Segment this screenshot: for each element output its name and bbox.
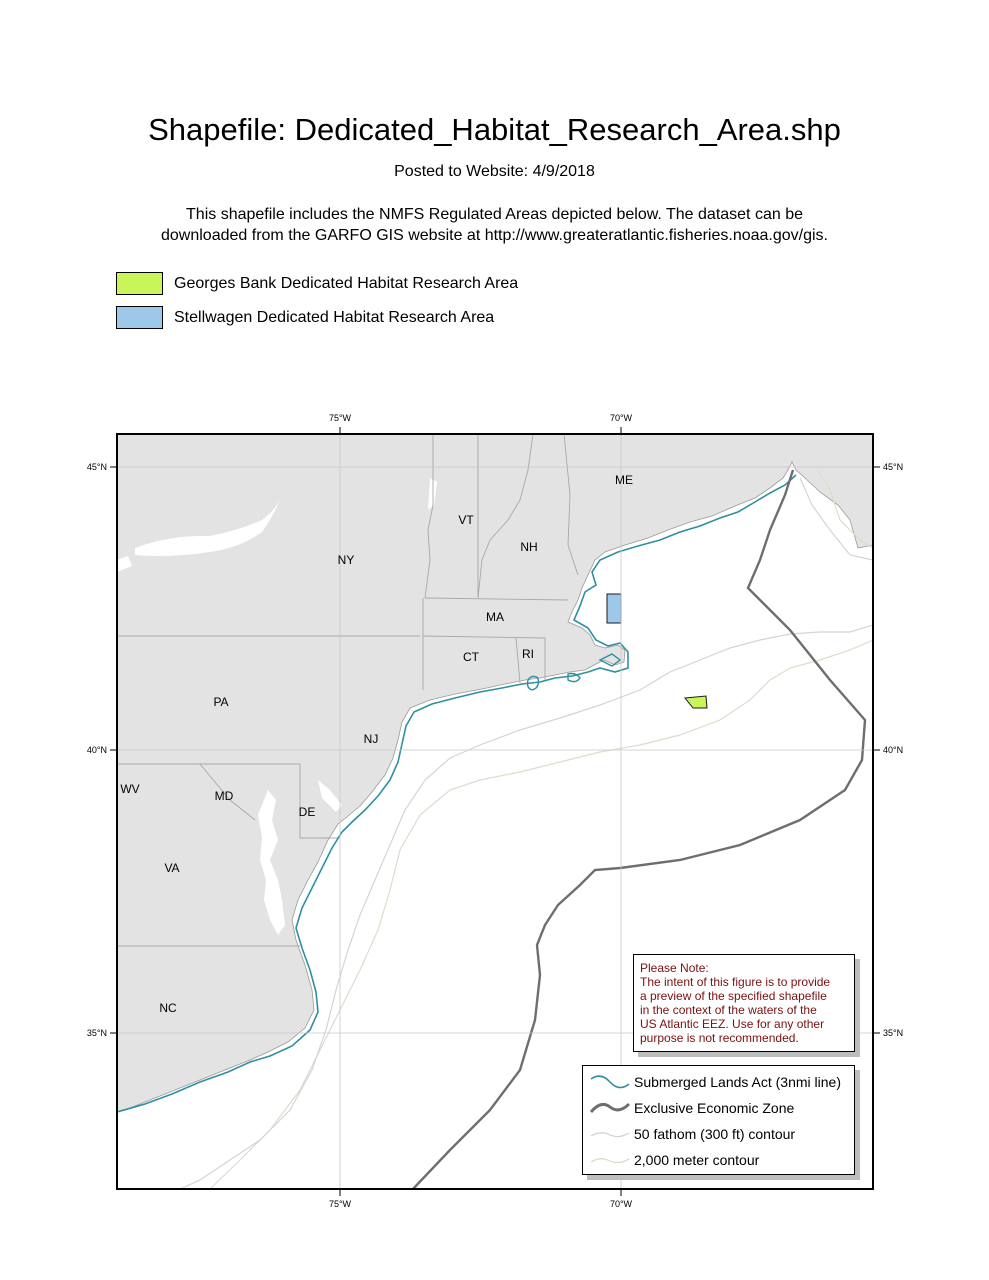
lon-label-top-75: 75°W xyxy=(328,413,352,423)
state-label-nh: NH xyxy=(520,540,538,554)
page-title: Shapefile: Dedicated_Habitat_Research_Area.shp xyxy=(148,112,841,147)
state-label-me: ME xyxy=(615,473,633,487)
legend-item-eez xyxy=(583,1098,854,1118)
note-line-5: purpose is not recommended. xyxy=(640,1031,799,1045)
description-line-2: downloaded from the GARFO GIS website at http://www.greateratlantic.fisheries.noaa.gov/gis. xyxy=(161,227,828,244)
state-label-ny: NY xyxy=(337,553,355,567)
state-label-ri: RI xyxy=(522,647,534,661)
lon-label-bottom-75: 75°W xyxy=(328,1199,352,1209)
description-line-1: This shapefile includes the NMFS Regulated Areas depicted below. The dataset can be xyxy=(186,206,803,223)
lat-label-left-40: 40°N xyxy=(86,745,107,755)
legend-item-50-fathom xyxy=(583,1124,854,1144)
note-line-1: The intent of this figure is to provide xyxy=(640,975,831,989)
lat-label-left-45: 45°N xyxy=(86,462,107,472)
state-label-wv: WV xyxy=(120,782,140,796)
state-label-pa: PA xyxy=(213,695,229,709)
legend-label-2000m: 2,000 meter contour xyxy=(634,1152,760,1168)
note-line-4: US Atlantic EEZ. Use for any other xyxy=(640,1017,825,1031)
state-label-de: DE xyxy=(298,805,316,819)
note-heading: Please Note: xyxy=(640,961,709,975)
lon-label-bottom-70: 70°W xyxy=(609,1199,633,1209)
teal-wave-line-icon xyxy=(589,1072,631,1092)
lat-label-left-35: 35°N xyxy=(86,1028,107,1038)
lat-label-right-35: 35°N xyxy=(883,1028,904,1038)
state-label-md: MD xyxy=(214,789,234,803)
lat-label-right-40: 40°N xyxy=(883,745,904,755)
state-label-vt: VT xyxy=(458,513,474,527)
legend-label-georges-bank: Georges Bank Dedicated Habitat Research Area xyxy=(174,275,519,292)
georges-bank-area xyxy=(685,696,707,708)
state-label-ma: MA xyxy=(486,610,504,624)
lon-label-top-70: 70°W xyxy=(609,413,633,423)
state-label-nj: NJ xyxy=(363,732,379,746)
please-note-box xyxy=(633,954,855,1052)
legend-label-stellwagen: Stellwagen Dedicated Habitat Research Area xyxy=(174,309,495,326)
state-label-va: VA xyxy=(164,861,180,875)
legend-label-sla: Submerged Lands Act (3nmi line) xyxy=(634,1074,841,1090)
note-line-3: in the context of the waters of the xyxy=(640,1003,817,1017)
stellwagen-area xyxy=(607,594,621,623)
map-legend xyxy=(582,1065,855,1175)
legend-label-eez: Exclusive Economic Zone xyxy=(634,1100,795,1116)
state-label-ct: CT xyxy=(463,650,479,664)
legend-label-50-fathom: 50 fathom (300 ft) contour xyxy=(634,1126,796,1142)
light-gray-wave-line-icon xyxy=(589,1124,631,1144)
legend-item-sla xyxy=(583,1072,854,1092)
light-olive-wave-line-icon xyxy=(589,1150,631,1170)
legend-item-2000m xyxy=(583,1150,854,1170)
lat-label-right-45: 45°N xyxy=(883,462,904,472)
state-label-nc: NC xyxy=(159,1001,177,1015)
posted-date: Posted to Website: 4/9/2018 xyxy=(394,163,595,180)
gray-thick-wave-line-icon xyxy=(589,1098,631,1118)
note-line-2: a preview of the specified shapefile xyxy=(640,989,827,1003)
